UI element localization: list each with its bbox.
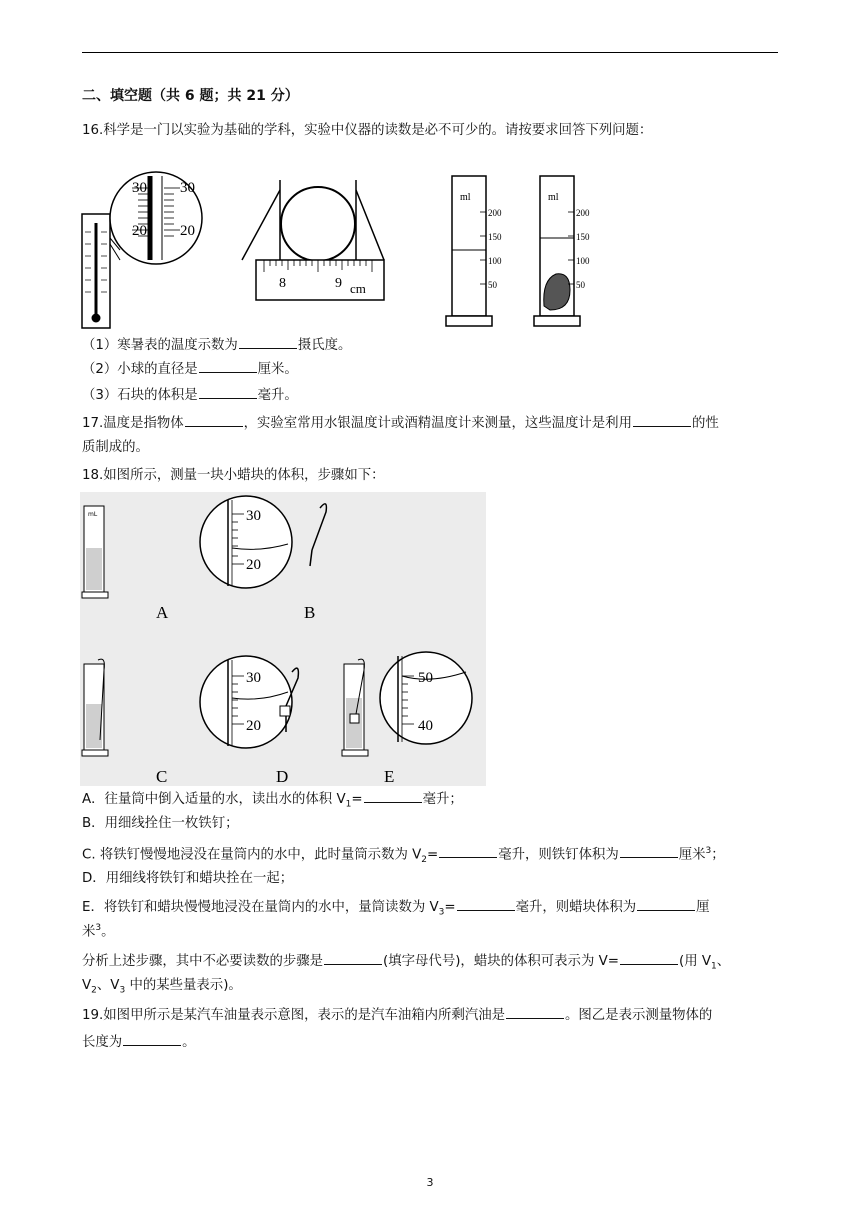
answer-blank: [123, 1031, 181, 1046]
answer-blank: [239, 334, 297, 349]
svg-text:50: 50: [418, 670, 433, 686]
q18-analysis-cont: $V_2$、$V_3$ 中的某些量表示)。: [82, 978, 242, 996]
svg-text:D: D: [276, 767, 289, 786]
svg-text:40: 40: [418, 718, 433, 734]
answer-blank: [637, 896, 695, 911]
section-title: 二、填空题（共 6 题；共 21 分）: [82, 88, 299, 104]
q16-part2: （2）小球的直径是 厘米。: [82, 358, 298, 380]
answer-blank: [199, 358, 257, 373]
svg-text:50: 50: [576, 280, 585, 290]
svg-text:100: 100: [576, 256, 590, 266]
svg-text:150: 150: [488, 232, 502, 242]
svg-text:30: 30: [246, 508, 261, 524]
svg-text:50: 50: [488, 280, 497, 290]
q17-line1: 17.温度是指物体 ，实验室常用水银温度计或酒精温度计来测量，这些温度计是利用 的性: [82, 412, 719, 434]
svg-text:30: 30: [132, 180, 147, 196]
q19-line2: 长度为 。: [82, 1031, 196, 1053]
q16-part3: （3）石块的体积是 毫升。: [82, 384, 298, 406]
svg-text:20: 20: [180, 223, 195, 239]
answer-blank: [620, 843, 678, 858]
svg-text:20: 20: [246, 557, 261, 573]
answer-blank: [633, 412, 691, 427]
answer-blank: [457, 896, 515, 911]
svg-text:20: 20: [132, 223, 147, 239]
svg-text:mL: mL: [88, 511, 98, 518]
answer-blank: [185, 412, 243, 427]
svg-text:B: B: [304, 603, 316, 622]
svg-text:100: 100: [488, 256, 502, 266]
q18-step-c: C. 将铁钉慢慢地浸没在量筒内的水中，此时量筒示数为 $V_2=$ 毫升，则铁钉体积为 厘米$^3$；: [82, 841, 725, 870]
svg-text:9: 9: [335, 276, 342, 291]
ruler-ball-figure: [242, 180, 384, 300]
svg-text:8: 8: [279, 276, 286, 291]
q18-analysis: 分析上述步骤，其中不必要读数的步骤是 (填字母代号)，蜡块的体积可表示为 V= (用 $V_1$、: [82, 950, 730, 977]
q19-line1: 19.如图甲所示是某汽车油量表示意图，表示的是汽车油箱内所剩汽油是 。图乙是表示测量物体的: [82, 1004, 712, 1026]
svg-text:150: 150: [576, 232, 590, 242]
q16-figures: [80, 168, 620, 330]
svg-text:A: A: [156, 603, 169, 622]
svg-text:ml: ml: [548, 192, 559, 203]
q18-step-b: B．用细线拴住一枚铁钉；: [82, 816, 239, 831]
page-number: 3: [426, 1176, 434, 1189]
svg-text:ml: ml: [460, 192, 471, 203]
svg-text:200: 200: [576, 208, 590, 218]
q16-part1: （1）寒暑表的温度示数为 摄氏度。: [82, 334, 351, 356]
header-rule: [82, 52, 778, 53]
q16-stem: 16.科学是一门以实验为基础的学科，实验中仪器的读数是必不可少的。请按要求回答下列问题：: [82, 123, 653, 138]
svg-text:20: 20: [246, 718, 261, 734]
q18-stem: 18.如图所示，测量一块小蜡块的体积，步骤如下：: [82, 468, 385, 483]
svg-text:E: E: [384, 767, 395, 786]
q18-step-e-cont: 米$^3$。: [82, 923, 115, 940]
cylinder-stone-figure: [534, 176, 590, 326]
svg-text:cm: cm: [350, 281, 366, 296]
q18-step-a: A．往量筒中倒入适量的水，读出水的体积 $V_1=$ 毫升；: [82, 788, 463, 815]
q18-step-e: E．将铁钉和蜡块慢慢地浸没在量筒内的水中，量筒读数为 $V_3=$ 毫升，则蜡块体积为 厘: [82, 896, 710, 923]
svg-text:C: C: [156, 767, 168, 786]
q18-step-d: D．用细线将铁钉和蜡块拴在一起；: [82, 871, 294, 886]
svg-text:30: 30: [246, 670, 261, 686]
answer-blank: [506, 1004, 564, 1019]
q17-line2: 质制成的。: [82, 440, 149, 455]
answer-blank: [199, 384, 257, 399]
q18-figure: [80, 492, 486, 786]
svg-text:200: 200: [488, 208, 502, 218]
answer-blank: [439, 843, 497, 858]
thermometer-figure: [82, 172, 202, 328]
answer-blank: [324, 950, 382, 965]
answer-blank: [620, 950, 678, 965]
svg-text:30: 30: [180, 180, 195, 196]
answer-blank: [364, 788, 422, 803]
cylinder-water-figure: [446, 176, 502, 326]
